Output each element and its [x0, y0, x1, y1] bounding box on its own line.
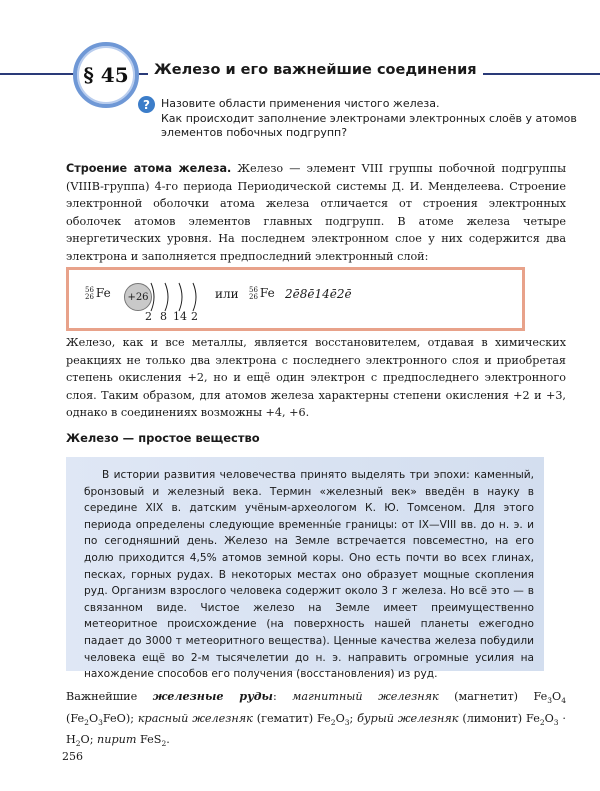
- ore-name: красный железняк: [137, 711, 253, 725]
- element-symbol: Fe: [95, 286, 111, 300]
- paragraph-lead: Строение атома железа.: [66, 162, 232, 175]
- review-questions: [161, 97, 581, 141]
- mass-number: 56: [249, 285, 258, 294]
- paragraph-text: Железо — элемент VIII группы побочной подгруппы (VIIIB-группа) 4-го периода Периодической системы Д. И. Менделеева. Строение электронной оболочки атома железа отличается от строения электронных оболочек атомов элементов главных подгрупп. В атоме железа четыре энергетических уровня. На последнем электронном слое у них содержится два электрона и заполняется предпоследний электронный слой:: [66, 162, 566, 263]
- element-symbol: Fe: [259, 286, 275, 300]
- shell-count: 2: [145, 310, 152, 323]
- question-icon: ?: [138, 96, 155, 113]
- subheading: Железо — простое вещество: [66, 431, 260, 445]
- formula-magnetite: $Fe_3O_4$ $(Fe_2O_3FeO)$: [66, 690, 566, 727]
- formula-pyrite: FeS$_2$: [140, 733, 167, 749]
- history-infobox-text: В истории развития человечества принято выделять три эпохи: каменный, бронзовый и железный века. Термин «железный век» введён в науку в середине XIX в. датским учёным-археологом К. Ю. Томсеном. Для этого периода определены следующие временны́е границы: от IX—VIII вв. до н. э. и по сегодняшний день. Железо на Земле встречается повсеместно, на его долю приходится 4,5% атомов земной коры. Оно есть почти во всех глинах, песках, горных рудах. В некоторых местах оно образует мощные скопления руд. Организм взрослого человека содержит около 3 г железа. Но всё это — в связанном виде. Чистое железо на Земле имеет преимущественно метеоритное происхождение (на поверхность нашей планеты ежегодно падает до 3000 т метеоритного вещества). Ценные качества железа побудили человека ещё во 2-м тысячелетии до н. э. направить огромные усилия на нахождение способов его получения (восстановления) из руд.: [84, 469, 534, 681]
- shell-count: 8: [160, 310, 167, 323]
- question-line: элементов побочных подгрупп?: [161, 126, 348, 139]
- ores-paragraph: Важнейшие железные руды: магнитный железняк (магнетит) $Fe_3O_4$ $(Fe_2O_3FeO)$; красный железняк (гематит) $Fe_2O_3$; бурый железняк (лимонит) $Fe_2O_3 \cdot H_2O$; пирит FeS$_2$.: [66, 689, 566, 749]
- reducing-agent-paragraph: Железо, как и все металлы, является восстановителем, отдавая в химических реакциях не только два электрона с последнего электронного слоя и приобретая степень окисления +2, но и ещё один электрон с предпоследнего электронного слоя. Таким образом, для атомов железа характерны степени окисления +2 и +3, однако в соединениях возможны +4, +6.: [66, 336, 566, 419]
- or-label: или: [215, 287, 239, 301]
- isotope-symbol: [249, 286, 275, 301]
- atomic-number: 26: [85, 292, 94, 301]
- section-badge: [73, 42, 139, 108]
- ore-name: пирит: [97, 733, 137, 747]
- page-title: Железо и его важнейшие соединения: [148, 62, 483, 78]
- formula-limonite: $Fe_2O_3 \cdot H_2O$: [66, 711, 566, 749]
- shell-count: 14: [173, 310, 187, 323]
- ore-name: магнитный железняк: [292, 690, 439, 703]
- atom-structure-paragraph: [66, 160, 566, 265]
- ore-name: бурый железняк: [357, 711, 459, 725]
- term-iron-ores: железные руды: [152, 689, 273, 703]
- question-line: Как происходит заполнение электронами электронных слоёв у атомов: [161, 111, 577, 125]
- electron-scheme: [66, 267, 525, 331]
- question-line: Назовите области применения чистого железа.: [161, 97, 440, 110]
- page-number: 256: [62, 750, 83, 763]
- isotope-symbol: [85, 286, 111, 301]
- formula-hematite: $Fe_2O_3$: [317, 711, 350, 727]
- atomic-number: 26: [249, 292, 258, 301]
- electron-configuration: 2ē8ē14ē2ē: [285, 287, 352, 301]
- shell-arcs: [149, 281, 209, 313]
- shell-count: 2: [191, 310, 198, 323]
- nucleus-charge: +26: [124, 283, 152, 311]
- mass-number: 56: [85, 285, 94, 294]
- section-number: § 45: [83, 63, 129, 87]
